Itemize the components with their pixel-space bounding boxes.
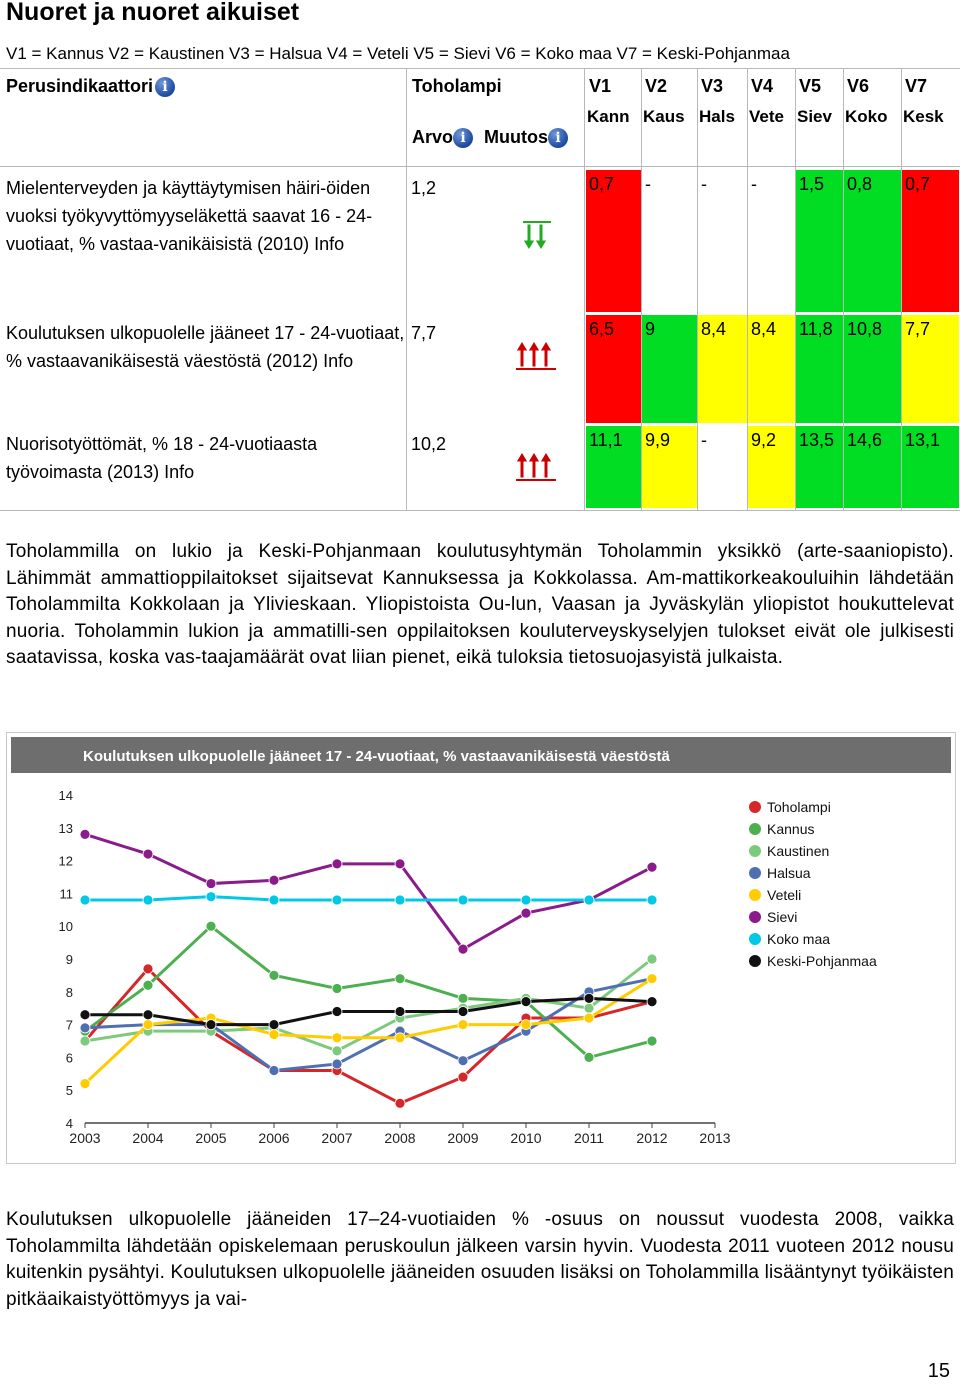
data-point xyxy=(332,859,342,869)
column-header-v3: V3 xyxy=(701,76,724,96)
data-point xyxy=(143,849,153,859)
column-subheader-v3: Hals xyxy=(699,107,735,126)
value-cell-text: 14,6 xyxy=(847,430,883,450)
legend-label: Halsua xyxy=(767,865,811,881)
data-point xyxy=(332,1033,342,1043)
data-point xyxy=(80,1023,90,1033)
value-cell-text: 0,8 xyxy=(847,174,873,194)
legend-label: Koko maa xyxy=(767,931,831,947)
data-point xyxy=(206,1020,216,1030)
chart-svg xyxy=(7,733,955,1163)
value-cell xyxy=(844,426,901,508)
x-tick-label: 2008 xyxy=(384,1130,416,1146)
legend-marker xyxy=(749,823,761,835)
table-top-rule xyxy=(0,68,960,69)
legend-label: Toholampi xyxy=(767,799,831,815)
data-point xyxy=(458,895,468,905)
value-cell-text: 0,7 xyxy=(905,174,931,194)
data-point xyxy=(206,892,216,902)
data-point xyxy=(458,1056,468,1066)
legend-marker xyxy=(749,911,761,923)
value-cell-text: 13,5 xyxy=(799,430,835,450)
y-tick-label: 6 xyxy=(65,1050,73,1066)
series-line xyxy=(85,834,652,949)
info-icon[interactable]: i xyxy=(548,128,568,148)
data-point xyxy=(458,1020,468,1030)
value-cell xyxy=(642,426,697,508)
municipality-value: 10,2 xyxy=(411,434,447,454)
data-point xyxy=(143,895,153,905)
data-point xyxy=(332,984,342,994)
data-point xyxy=(647,954,657,964)
page-number: 15 xyxy=(927,1360,950,1382)
column-subheader-v7: Kesk xyxy=(903,107,944,126)
municipality-value: 7,7 xyxy=(411,323,437,343)
column-subheader-v6: Koko xyxy=(845,107,888,126)
value-cell xyxy=(902,426,959,508)
value-cell-text: 13,1 xyxy=(905,430,941,450)
x-tick-label: 2011 xyxy=(573,1130,605,1146)
value-cell xyxy=(844,170,901,312)
value-cell xyxy=(796,170,843,312)
x-tick-label: 2006 xyxy=(258,1130,290,1146)
x-tick-label: 2005 xyxy=(195,1130,227,1146)
value-cell xyxy=(586,170,641,312)
table-header-rule xyxy=(0,166,960,167)
value-cell xyxy=(698,426,747,508)
value-cell-text: 9,2 xyxy=(751,430,777,450)
value-cell-text: - xyxy=(701,430,707,450)
data-point xyxy=(269,895,279,905)
y-tick-label: 4 xyxy=(65,1116,73,1131)
chart-title: Koulutuksen ulkopuolelle jääneet 17 - 24-vuotiaat, % vastaavanikäisestä väestöstä xyxy=(83,748,670,765)
value-cell-text: 1,5 xyxy=(799,174,825,194)
indicator-header xyxy=(6,76,175,97)
y-tick-label: 12 xyxy=(58,853,73,869)
x-tick-label: 2009 xyxy=(447,1130,479,1146)
data-point xyxy=(521,1020,531,1030)
value-cell xyxy=(796,315,843,423)
x-tick-label: 2004 xyxy=(132,1130,164,1146)
y-tick-label: 7 xyxy=(65,1017,73,1033)
legend-marker xyxy=(749,867,761,879)
legend-marker xyxy=(749,889,761,901)
data-point xyxy=(332,895,342,905)
data-point xyxy=(521,997,531,1007)
data-point xyxy=(206,879,216,889)
x-tick-label: 2012 xyxy=(636,1130,668,1146)
indicator-header-label: Perusindikaattori xyxy=(6,76,154,96)
value-header xyxy=(412,127,473,148)
data-point xyxy=(584,1013,594,1023)
page-title: Nuoret ja nuoret aikuiset xyxy=(6,0,300,26)
data-point xyxy=(395,1006,405,1016)
data-point xyxy=(269,875,279,885)
y-tick-label: 9 xyxy=(65,952,73,967)
column-header-v7: V7 xyxy=(905,76,928,96)
data-point xyxy=(143,1020,153,1030)
legend-label: Veteli xyxy=(767,887,802,903)
column-header-v2: V2 xyxy=(645,76,668,96)
value-cell-text: - xyxy=(701,174,707,194)
value-cell-text: 11,8 xyxy=(799,319,833,339)
info-icon[interactable]: i xyxy=(453,128,473,148)
value-cell-text: - xyxy=(645,174,651,194)
value-cell xyxy=(902,170,959,312)
data-point xyxy=(458,1072,468,1082)
table-divider xyxy=(584,68,585,510)
data-point xyxy=(80,1036,90,1046)
data-point xyxy=(521,908,531,918)
value-cell xyxy=(748,170,795,312)
paragraph-unemployment: Koulutuksen ulkopuolelle jääneiden 17–24-vuotiaiden % -osuus on noussut vuodesta 2008, vaikka Toholammilta lähdetään opiskelemaan peruskoulun jälkeen varsin hyvin. Vuodesta 2011 vuoteen 2012 nousu kuitenkin pysähtyi. Koulutuksen ulkopuolelle jääneiden osuuden lisäksi on Toholammilla lisääntynyt työikäisten pitkäaikaistyöttömyys ja vai- xyxy=(6,1209,954,1310)
legend-label: Keski-Pohjanmaa xyxy=(767,953,877,969)
data-point xyxy=(269,1020,279,1030)
column-subheader-v2: Kaus xyxy=(643,107,685,126)
y-tick-label: 13 xyxy=(58,820,73,836)
value-cell-text: 9 xyxy=(645,319,656,339)
column-header-v5: V5 xyxy=(799,76,822,96)
data-point xyxy=(143,980,153,990)
value-cell xyxy=(642,170,697,312)
column-legend-line: V1 = Kannus V2 = Kaustinen V3 = Halsua V4 = Veteli V5 = Sievi V6 = Koko maa V7 = Keski-Pohjanmaa xyxy=(6,44,790,63)
data-point xyxy=(332,1006,342,1016)
data-point xyxy=(332,1059,342,1069)
y-tick-label: 8 xyxy=(65,984,73,1000)
y-tick-label: 14 xyxy=(58,788,73,803)
data-point xyxy=(647,1036,657,1046)
data-point xyxy=(395,1033,405,1043)
value-cell xyxy=(698,315,747,423)
value-cell-text: 7,7 xyxy=(905,319,931,339)
x-tick-label: 2010 xyxy=(510,1130,542,1146)
x-tick-label: 2013 xyxy=(699,1130,731,1146)
data-point xyxy=(395,1098,405,1108)
municipality-header: Toholampi xyxy=(412,76,502,96)
indicator-label[interactable]: Mielenterveyden ja käyttäytymisen häiri-öiden vuoksi työkyvyttömyyseläkettä saavat 16 - 24-vuotiaat, % vastaa-vanikäisistä (2010) Info xyxy=(6,178,373,254)
data-point xyxy=(80,895,90,905)
x-tick-label: 2003 xyxy=(69,1130,101,1146)
series-line xyxy=(85,897,652,900)
data-point xyxy=(80,1079,90,1089)
data-point xyxy=(80,1010,90,1020)
value-cell-text: - xyxy=(751,174,757,194)
y-tick-label: 11 xyxy=(59,886,73,902)
trend-up-arrows-icon xyxy=(516,337,556,371)
value-cell xyxy=(748,315,795,423)
value-cell-text: 10,8 xyxy=(847,319,883,339)
column-subheader-v5: Siev xyxy=(797,107,832,126)
data-point xyxy=(395,974,405,984)
data-point xyxy=(458,1006,468,1016)
data-point xyxy=(521,895,531,905)
legend-label: Sievi xyxy=(767,909,798,925)
legend-label: Kannus xyxy=(767,821,815,837)
municipality-value: 1,2 xyxy=(411,178,437,198)
info-icon[interactable]: i xyxy=(155,77,175,97)
value-cell xyxy=(902,315,959,423)
column-subheader-v1: Kann xyxy=(587,107,630,126)
value-cell-text: 0,7 xyxy=(589,174,615,194)
indicator-label[interactable]: Koulutuksen ulkopuolelle jääneet 17 - 24-vuotiaat, % vastaavanikäisestä väestöstä (2012) Info xyxy=(6,323,405,371)
value-cell-text: 8,4 xyxy=(751,319,777,339)
indicator-label[interactable]: Nuorisotyöttömät, % 18 - 24-vuotiaasta työvoimasta (2013) Info xyxy=(6,434,318,482)
value-cell-text: 11,1 xyxy=(589,430,623,450)
data-point xyxy=(584,895,594,905)
value-cell-text: 8,4 xyxy=(701,319,727,339)
data-point xyxy=(584,993,594,1003)
value-cell xyxy=(698,170,747,312)
data-point xyxy=(80,829,90,839)
trend-down-arrows-icon xyxy=(523,220,551,254)
data-point xyxy=(647,974,657,984)
data-point xyxy=(647,862,657,872)
legend-marker xyxy=(749,801,761,813)
change-header-label: Muutos xyxy=(484,127,548,147)
table-divider xyxy=(406,68,407,510)
data-point xyxy=(395,895,405,905)
x-tick-label: 2007 xyxy=(321,1130,353,1146)
y-tick-label: 5 xyxy=(65,1083,73,1099)
value-cell xyxy=(586,426,641,508)
data-point xyxy=(269,1066,279,1076)
data-point xyxy=(584,1003,594,1013)
paragraph-education: Toholammilla on lukio ja Keski-Pohjanmaan koulutusyhtymän Toholammin yksikkö (arte-saaniopisto). Lähimmät ammattioppilaitokset sijaitsevat Kannuksessa ja Kokkolassa. Am-mattikorkeakouluihin lähdetään Toholammilta Kokkolaan ja Ylivieskaan. Yliopistoista Ou-lun, Vaasan ja Jyväskylän yliopistot houkuttelevat nuoria. Toholammin lukion ja ammatilli-sen oppilaitoksen kouluterveyskyselyjen tulokset eivät ole julkisesti saatavissa, koska vas-taajamäärät ovat liian pienet, eikä tuloksia tietosuojasyistä julkaista. xyxy=(6,541,954,668)
legend-label: Kaustinen xyxy=(767,843,830,859)
data-point xyxy=(143,1010,153,1020)
data-point xyxy=(269,970,279,980)
data-point xyxy=(584,1052,594,1062)
value-cell xyxy=(796,426,843,508)
table-bottom-rule xyxy=(0,510,960,511)
line-chart xyxy=(6,732,956,1164)
column-header-v1: V1 xyxy=(589,76,612,96)
value-cell xyxy=(844,315,901,423)
data-point xyxy=(332,1046,342,1056)
value-cell xyxy=(748,426,795,508)
value-cell-text: 6,5 xyxy=(589,319,615,339)
data-point xyxy=(647,997,657,1007)
column-header-v6: V6 xyxy=(847,76,870,96)
legend-marker xyxy=(749,933,761,945)
trend-up-arrows-icon xyxy=(516,448,556,482)
data-point xyxy=(458,993,468,1003)
value-header-label: Arvo xyxy=(412,127,454,147)
value-cell xyxy=(642,315,697,423)
value-cell-text: 9,9 xyxy=(645,430,671,450)
y-tick-label: 10 xyxy=(58,919,73,935)
data-point xyxy=(206,921,216,931)
data-point xyxy=(269,1029,279,1039)
data-point xyxy=(458,944,468,954)
column-subheader-v4: Vete xyxy=(749,107,784,126)
legend-marker xyxy=(749,955,761,967)
legend-marker xyxy=(749,845,761,857)
data-point xyxy=(143,964,153,974)
column-header-v4: V4 xyxy=(751,76,774,96)
data-point xyxy=(395,859,405,869)
data-point xyxy=(647,895,657,905)
change-header xyxy=(484,127,568,148)
value-cell xyxy=(586,315,641,423)
